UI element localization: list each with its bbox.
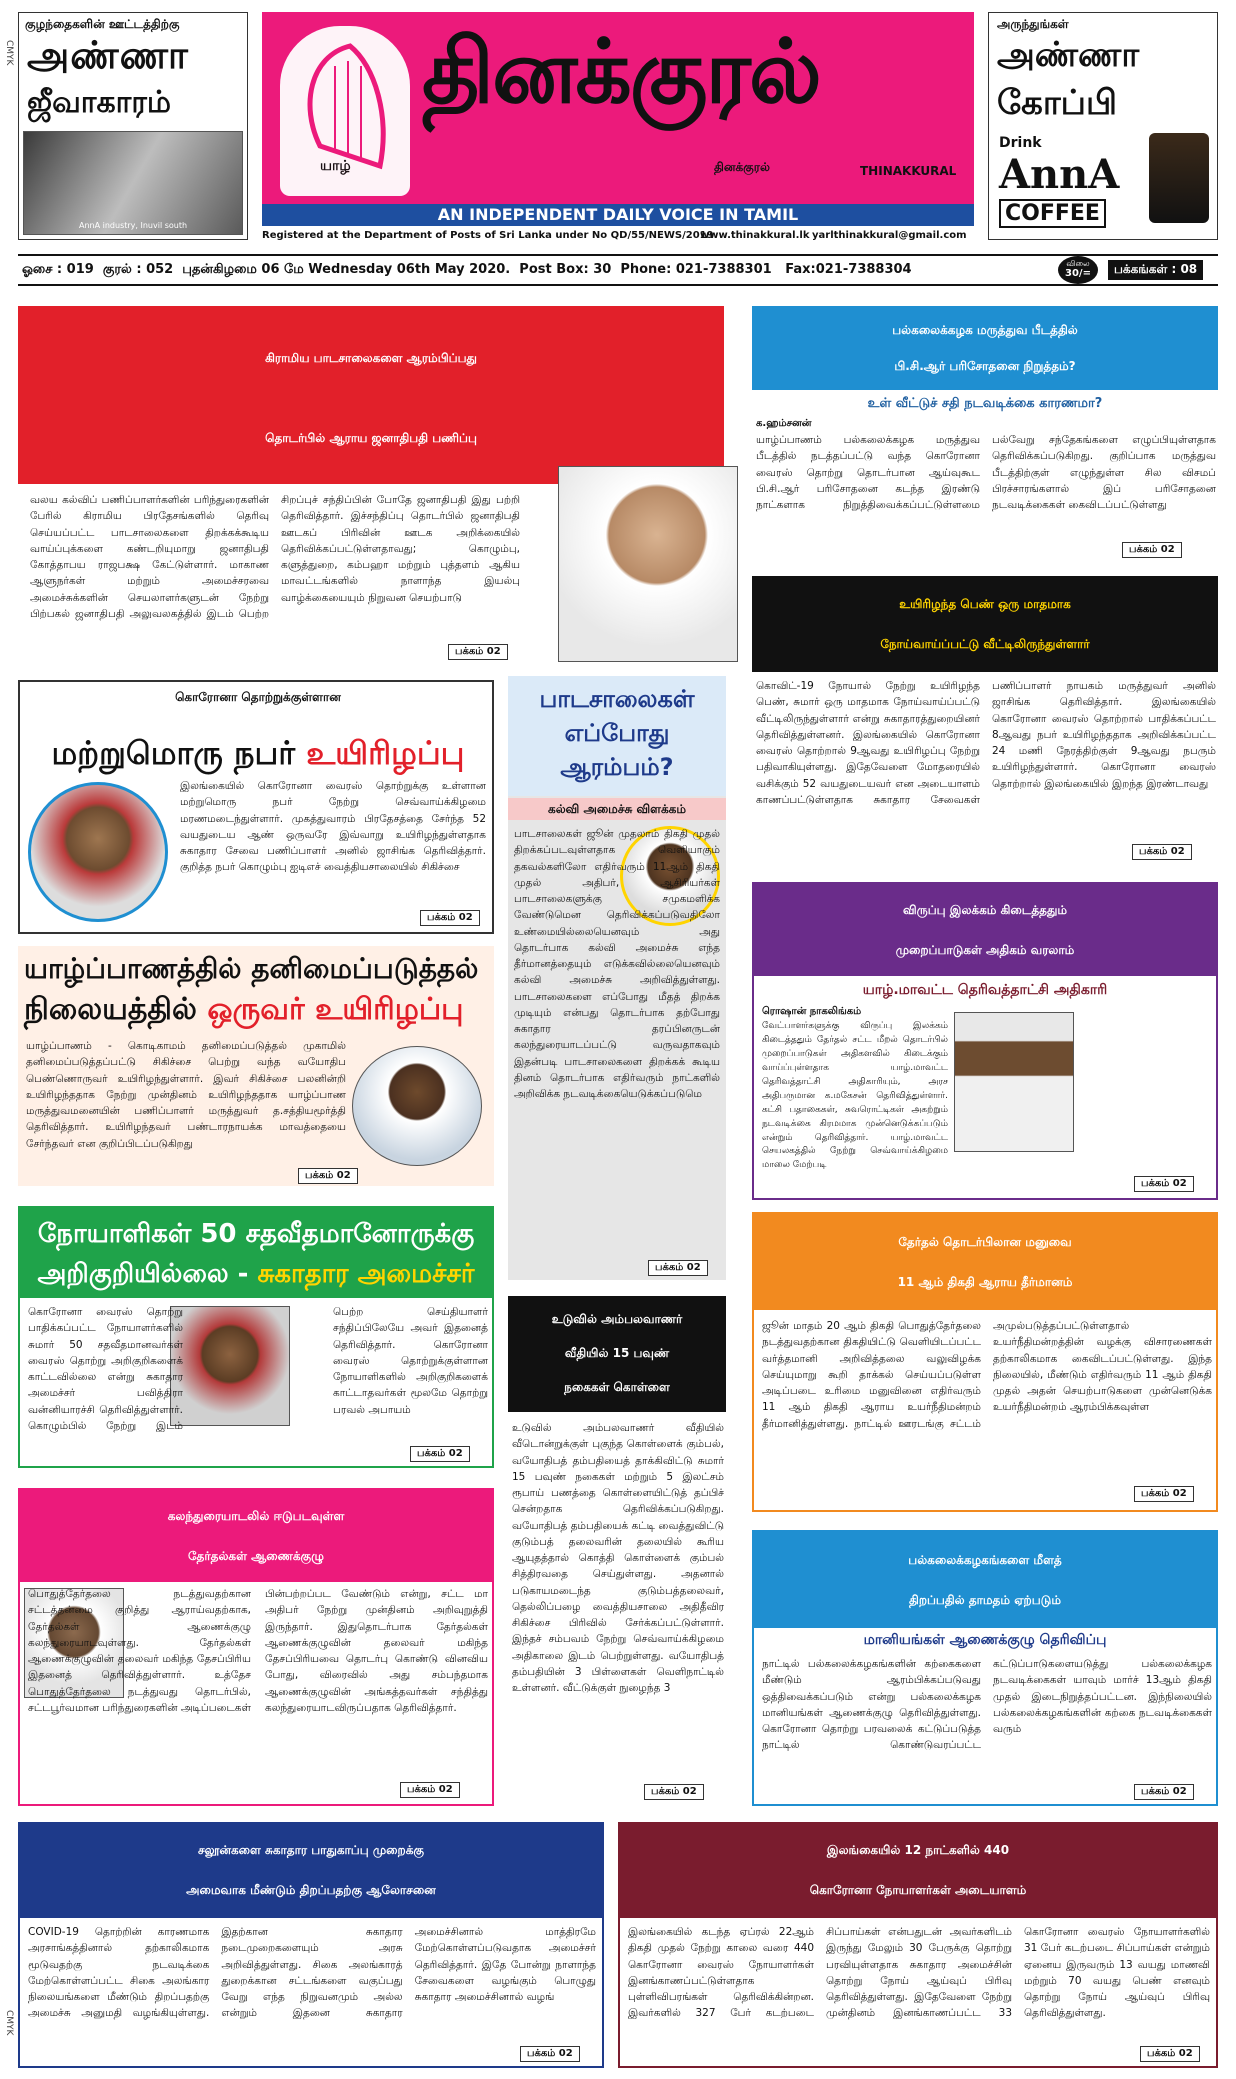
lead-article <box>18 306 738 662</box>
left-advertisement <box>18 12 248 240</box>
lead-headline-1: கிராமிய பாடசாலைகளை ஆரம்பிப்பது <box>265 351 477 365</box>
jewellery-more-link[interactable]: பக்கம் 02 <box>644 1784 704 1800</box>
cmyk-mark-bottom: CMYK <box>4 2010 14 2036</box>
pcr-headline-1: பல்கலைக்கழக மருத்துவ பீடத்தில் <box>892 323 1078 337</box>
official-photo <box>954 1012 1074 1152</box>
woman-headline-1: உயிரிழந்த பெண் ஒரு மாதமாக <box>899 597 1071 611</box>
mother-child-photo <box>23 131 243 235</box>
isolation-more-link[interactable]: பக்கம் 02 <box>298 1168 358 1184</box>
dateline-text: ஓசை : 019 குரல் : 052 புதன்கிழமை 06 மே Wednesday 06th May 2020. Post Box: 30 Phone: 021-7388301 Fax:021-7388304 <box>22 262 912 277</box>
coffee-jar-icon <box>1149 133 1209 223</box>
patients440-headline-1: இலங்கையில் 12 நாட்களில் 440 <box>826 1843 1010 1857</box>
right-ad-title1: அண்ணா <box>997 35 1140 75</box>
jewellery-headline-3: நகைகள் கொள்ளை <box>564 1380 670 1394</box>
isolation-headline-1: யாழ்ப்பாணத்தில் தனிமைப்படுத்தல் <box>24 952 479 985</box>
masthead-banner <box>262 12 974 204</box>
universities-headline-2: திறப்பதில் தாமதம் ஏற்படும் <box>908 1593 1062 1607</box>
price-value: 30/= <box>1065 268 1091 279</box>
commission-headline-2: தேர்தல்கள் ஆணைக்குழு <box>188 1549 324 1563</box>
commission-article <box>18 1488 494 1806</box>
left-ad-title2: ஜீவாகாரம் <box>27 85 171 120</box>
newspaper-title-small: தினக்குரல் <box>714 160 770 174</box>
isolation-body: யாழ்ப்பாணம் - கொடிகாமம் தனிமைப்படுத்தல் முகாமில் தனிமைப்படுத்தப்பட்டு சிகிச்சை பெற்று வந்த வயோதிப பெண்ணொருவர் உயிரிழந்துள்ளார். இவர் சிகிச்சை பலனின்றி உயிரிழந்ததாக நேற்று முன்தினம் உயிரிழந்ததாக யாழ்ப்பாண மருத்துவமனையின் பணிப்பாளர் மருத்துவர் த.சத்தியமூர்த்தி தெரிவித்தார். உயிரிழந்தவர் பண்டாரநாயக்க மாவத்தையை சேர்ந்தவர் என குறிப்பிடப்படுகிறது <box>26 1040 346 1150</box>
email: yarlthinakkural@gmail.com <box>812 230 967 241</box>
woman-more-link[interactable]: பக்கம் 02 <box>1132 844 1192 860</box>
universities-article <box>752 1530 1218 1806</box>
wishlist-more-link[interactable]: பக்கம் 02 <box>1134 1176 1194 1192</box>
salons-more-link[interactable]: பக்கம் 02 <box>520 2046 580 2062</box>
dateline-bar <box>18 254 1218 286</box>
jewellery-article <box>508 1296 726 1806</box>
woman-headline-2: நோய்வாய்ப்பட்டு வீட்டிலிருந்துள்ளார் <box>880 637 1090 651</box>
isolation-article <box>18 946 494 1186</box>
election-petition-more-link[interactable]: பக்கம் 02 <box>1134 1486 1194 1502</box>
jewellery-headline-2: வீதியில் 15 பவுண் <box>564 1346 670 1360</box>
registration: Registered at the Department of Posts of Sri Lanka under No QD/55/NEWS/2019 <box>262 230 714 241</box>
corona-death-headline-2b: உயிரிழப்பு <box>306 734 465 772</box>
right-ad-title2: கோப்பி <box>997 83 1117 123</box>
commission-headline-1: கலந்துரையாடலில் ஈடுபடவுள்ள <box>167 1509 345 1523</box>
doctor-photo <box>28 782 168 922</box>
corona-death-headline-2a: மற்றுமொரு நபர் <box>51 734 307 772</box>
universities-more-link[interactable]: பக்கம் 02 <box>1134 1784 1194 1800</box>
salons-headline-1: சலூன்களை சுகாதார பாதுகாப்பு முறைக்கு <box>198 1843 424 1857</box>
schools-headline-1: பாடசாலைகள் <box>539 685 695 713</box>
corona-death-body: இலங்கையில் கொரோனா வைரஸ் தொற்றுக்கு உள்ளான மற்றுமொரு நபர் நேற்று செவ்வாய்க்கிழமை மரணமடைந்துள்ளார். முகத்துவாரம் பிரதேசத்தை சேர்ந்த 52 வயதுடைய ஆண் ஒருவரே இவ்வாறு உயிரிழந்துள்ளதாக சுகாதார சேவை பணிப்பாளர் அனில் ஜாசிங்க தெரிவித்தார். குறித்த நபர் கொழும்பு ஐடிஎச் வைத்தியசாலையில் சிகிச்சை <box>180 780 486 874</box>
patients50-headline-1: நோயாளிகள் 50 சதவீதமானோருக்கு <box>37 1219 475 1249</box>
election-petition-article <box>752 1212 1218 1512</box>
pcr-headline-2: பி.சி.ஆர் பரிசோதனை நிறுத்தம்? <box>894 359 1076 373</box>
salons-article <box>18 1822 604 2068</box>
lead-more-link[interactable]: பக்கம் 02 <box>448 644 508 660</box>
commission-body: பொதுத்தேர்தலை நடத்துவதற்கான சட்டத்தன்மை குறித்து ஆராய்வதற்காக, தேர்தல்கள் ஆணைக்குழு கலந்துரையாடவுள்ளது. தேர்தல்கள் ஆணைக்குழுவின் தலைவர் மகிந்த தேசப்பிரிய இதனைத் தெரிவித்துள்ளார். உத்தேச பொதுத்தேர்தலை நடத்துவது தொடர்பில், சட்டபூர்வமான பரிந்துரைகளின் அடிப்படைகள் பின்பற்றப்பட வேண்டும் என்று, சட்ட மா அதிபர் நேற்று முன்தினம் அறிவுறுத்தி இருந்தார். இதுதொடர்பாக தேர்தல்கள் ஆணைக்குழுவின் தலைவர் மகிந்த தேசப்பிரியவை தொடர்பு கொண்டு வினவிய போது, விரைவில் அது சம்பந்தமாக ஆணைக்குழுவின் அங்கத்தவர்கள் சந்தித்து கலந்துரையாடவிருப்பதாக தெரிவித்தார். <box>28 1588 488 1714</box>
patients50-article <box>18 1206 494 1468</box>
right-ad-brand: AnnA <box>999 151 1120 198</box>
universities-headline-1: பல்கலைக்கழகங்களை மீளத் <box>908 1553 1062 1567</box>
website: www.thinakkural.lk <box>700 230 810 241</box>
newspaper-title: தினக்குரல் <box>422 20 820 123</box>
patients50-headline-2b: சுகாதார அமைச்சர் <box>257 1259 475 1289</box>
wishlist-headline-2: முறைப்பாடுகள் அதிகம் வரலாம் <box>895 943 1075 957</box>
left-ad-tagline: குழந்தைகளின் ஊட்டத்திற்கு <box>25 17 180 31</box>
english-name: THINAKKURAL <box>860 164 957 178</box>
patients440-body: இலங்கையில் கடந்த ஏப்ரல் 22ஆம் திகதி முதல் நேற்று காலை வரை 440 கொரோனா வைரஸ் நோயாளர்கள் இனங்காணப்பட்டுள்ளதாக புள்ளிவிபரங்கள் தெரிவிக்கின்றன. இவர்களில் 327 பேர் கடற்படை சிப்பாய்கள் என்பதுடன் அவர்களிடம் இருந்து மேலும் 30 பேருக்கு தொற்று பரவியுள்ளதாக சுகாதார அமைச்சின் தொற்று நோய் ஆய்வுப் பிரிவு தெரிவித்துள்ளது. இதேவேளை நேற்று முன்தினம் இனங்காணப்பட்ட 33 கொரோனா வைரஸ் நோயாளர்களில் 31 பேர் கடற்படை சிப்பாய்கள் என்றும் ஏனைய இருவரும் 13 வயது மாணவி மற்றும் 70 வயது பெண் எனவும் தொற்று நோய் ஆய்வுப் பிரிவு தெரிவித்துள்ளது. <box>628 1926 1210 2020</box>
schools-headline-3: ஆரம்பம்? <box>560 753 674 781</box>
left-ad-title1: அண்ணா <box>27 33 189 77</box>
price-badge <box>1058 256 1098 284</box>
pcr-body: யாழ்ப்பாணம் பல்கலைக்கழக மருத்துவ பீடத்தில் நடத்தப்பட்டு வந்த கொரோனா வைரஸ் தொற்று தொடர்பான ஆய்வுகூட பி.சி.ஆர் பரிசோதனை கடந்த இரண்டு நாட்களாக நிறுத்திவைக்கப்பட்டுள்ளமை பல்வேறு சந்தேகங்களை எழுப்பியுள்ளதாக தெரிவிக்கப்படுகிறது. குறிப்பாக மருத்துவ பீடத்திற்குள் எழுந்துள்ள சில விசமப் பிரச்சாரங்களால் இப் பரிசோதனை நடவடிக்கைகள் கைவிடப்பட்டுள்ளது <box>756 434 1216 512</box>
right-ad-coffee: COFFEE <box>999 199 1106 228</box>
patients50-headline-2a: அறிகுறியில்லை - <box>37 1259 258 1289</box>
election-petition-body: ஜூன் மாதம் 20 ஆம் திகதி பொதுத்தேர்தலை நடத்துவதற்கான திகதியிட்டு வெளியிடப்பட்ட வர்த்தமானி அறிவித்தலை வலுவிழக்க செய்யுமாறு கூறி தாக்கல் செய்யப்படுள்ள அடிப்படை உரிமை மனுவினை எதிர்வரும் 11 ஆம் திகதி ஆராய உயர்நீதிமன்றம் தீர்மானித்துள்ளது. நாட்டில் ஊரடங்கு சட்டம் அமுல்படுத்தப்பட்டுள்ளதால் உயர்நீதிமன்றத்தின் வழக்கு விசாரணைகள் தற்காலிகமாக கைவிடப்பட்டுள்ளது. இந்த நிலையில், மீண்டும் எதிர்வரும் 11 ஆம் திகதி முதல் அதன் செயற்பாடுகளை முன்னெடுக்க உயர்நீதிமன்றம் ஆரம்பிக்கவுள்ள <box>762 1320 1212 1430</box>
harp-logo <box>280 26 410 196</box>
jewellery-body: உடுவில் அம்பலவாணர் வீதியில் வீடொன்றுக்குள் புகுந்த கொள்ளைக் கும்பல், வயோதிபத் தம்பதியைத் தாக்கிவிட்டு சுமார் 15 பவுண் நகைகள் மற்றும் 5 இலட்சம் ரூபாய் பணத்தை கொள்ளையிட்டுத் தப்பிச் சென்றதாக தெரிவிக்கப்படுகிறது. வயோதிபத் தம்பதியைக் கட்டி வைத்துவிட்டு குடும்பத் தலைவரின் தலையில் கூரிய ஆயுதத்தால் கொத்தி கொள்ளைக் கும்பல் சித்திரவதை செய்துள்ளது. அதனால் படுகாயமடைந்த குடும்பத்தலைவர், தெல்லிப்பழை வைத்தியசாலை அதிதீவிர சிகிச்சை பிரிவில் சேர்க்கப்பட்டுள்ளார். இந்தச் சம்பவம் நேற்று செவ்வாய்க்கிழமை அதிகாலை இடம் பெற்றுள்ளது. வயோதிபத் தம்பதியின் 3 பிள்ளைகள் வெளிநாட்டில் உள்ளனர். வீட்டுக்குள் நுழைந்த 3 <box>512 1422 724 1695</box>
salons-body: COVID-19 தொற்றின் காரணமாக அரசாங்கத்தினால் தற்காலிகமாக மூடுவதற்கு நடவடிக்கை மேற்கொள்ளப்பட்ட சிகை அலங்கார நிலையங்களை மீண்டும் திறப்பதற்கு அமைச்சு அனுமதி வழங்கியுள்ளது. இதற்கான சுகாதார நடைமுறைகளையும் அரசு அறிவித்துள்ளது. சிகை அலங்காரத் துறைக்கான சட்டங்களை வகுப்பது வேறு எந்த நிறுவனமும் அல்ல என்றும் இதனை சுகாதார அமைச்சினால் மாத்திரமே மேற்கொள்ளப்படுவதாக அமைச்சர் தெரிவித்தார். இதே போன்று நாளாந்த சேவைகளை வழங்கும் பொழுது சுகாதார அமைச்சினால் வழங் <box>28 1926 596 2020</box>
woman-body: கொவிட்-19 நோயால் நேற்று உயிரிழந்த பெண், சுமார் ஒரு மாதமாக நோய்வாய்ப்பட்டு வீட்டிலிருந்துள்ளார் என்று சுகாதாரத்துறையினர் தெரிவித்துள்ளனர். இலங்கையில் கொரோனா வைரஸ் தொற்றால் 9ஆவது உயிரிழப்பு நேற்று பதிவாகியுள்ளது. இதேவேளை மோதரையில் வசிக்கும் 52 வயதுடையவர் என அடையாளம் காணப்பட்டுள்ளதாக சுகாதார சேவைகள் பணிப்பாளர் நாயகம் மருத்துவர் அனில் ஜாசிங்க தெரிவித்தார். இலங்கையில் கொரோனா வைரஸ் தொற்றால் பாதிக்கப்பட்ட 8ஆவது நபர் உயிரிழந்ததாக அறிவிக்கப்பட்ட 24 மணி நேரத்திற்குள் 9ஆவது நபரும் உயிரிழந்துள்ளார். கொரோனா வைரஸ் தொற்றால் இலங்கையில் இறந்த இரண்டாவது <box>756 680 1216 806</box>
pcr-byline: க.ஹம்சனன் <box>756 418 812 429</box>
corona-death-headline-1: கொரோனா தொற்றுக்குள்ளான <box>175 690 341 704</box>
right-ad-tagline: அருந்துங்கள் <box>997 17 1069 31</box>
salons-headline-2: அமைவாக மீண்டும் திறப்பதற்கு ஆலோசனை <box>186 1883 436 1897</box>
patients440-article <box>618 1822 1218 2068</box>
jewellery-headline-1: உடுவில் அம்பலவாணர் <box>551 1312 683 1326</box>
yarl-label: யாழ் <box>320 158 351 174</box>
election-petition-headline-1: தேர்தல் தொடர்பிலான மனுவை <box>898 1235 1072 1249</box>
schools-more-link[interactable]: பக்கம் 02 <box>648 1260 708 1276</box>
woman-article <box>752 576 1218 866</box>
pcr-subhead: உள் வீட்டுச் சதி நடவடிக்கை காரணமா? <box>867 396 1103 411</box>
corona-death-article <box>18 680 494 934</box>
president-photo <box>558 466 738 662</box>
wishlist-headline-1: விருப்பு இலக்கம் கிடைத்ததும் <box>902 903 1068 917</box>
pcr-article <box>752 306 1218 564</box>
schools-headline-2: எப்போது <box>564 719 670 747</box>
left-ad-brand: AnnA industry, Inuvil south <box>79 221 188 230</box>
election-petition-headline-2: 11 ஆம் திகதி ஆராய தீர்மானம் <box>897 1275 1073 1289</box>
pcr-more-link[interactable]: பக்கம் 02 <box>1122 542 1182 558</box>
isolation-headline-2a: நிலையத்தில் <box>24 992 208 1027</box>
wishlist-subhead: யாழ்.மாவட்ட தெரிவத்தாட்சி அதிகாரி <box>862 982 1108 998</box>
hospital-director-photo <box>352 1046 482 1166</box>
patients440-headline-2: கொரோனா நோயாளர்கள் அடையாளம் <box>809 1883 1027 1897</box>
cmyk-mark-top: CMYK <box>4 40 14 66</box>
patients50-more-link[interactable]: பக்கம் 02 <box>410 1446 470 1462</box>
patients50-body: கொரோனா வைரஸ் தொற்று பாதிக்கப்பட்ட நோயாளர்களில் சுமார் 50 சதவீதமானவர்கள் வைரஸ் தொற்று அறிகுறிகளைக் காட்டவில்லை என்று சுகாதார அமைச்சர் பவித்திரா வன்னியாரச்சி தெரிவித்துள்ளார். கொழும்பில் நேற்று இடம் பெற்ற செய்தியாளர் சந்திப்பிலேயே அவர் இதனைத் தெரிவித்தார். கொரோனா வைரஸ் தொற்றுக்குள்ளான நோயாளிகளில் அறிகுறிகளைக் காட்டாதவர்கள் மூலமே தொற்று பரவல் அபாயம் <box>28 1306 488 1432</box>
corona-death-more-link[interactable]: பக்கம் 02 <box>420 910 480 926</box>
lead-body: வலய கல்விப் பணிப்பாளர்களின் பரிந்துரைகளின் பேரில் கிராமிய பிரதேசங்களில் தெரிவு செய்யப்பட்ட பாடசாலைகளை திறக்கக்கூடிய வாய்ப்புக்களை கண்டறியுமாறு ஜனாதிபதி கோத்தாபய ராஜபக்ஷ கேட்டுள்ளார். மாகாண ஆளுநர்கள் மற்றும் அமைச்சரவை அமைச்சுக்களின் செயலாளர்களுடன் நேற்று பிற்பகல் ஜனாதிபதி அலுவலகத்தில் இடம் பெற்ற சிறப்புச் சந்திப்பின் போதே ஜனாதிபதி இது பற்றி தெரிவித்தார். இச்சந்திப்பு தொடர்பில் ஜனாதிபதி ஊடகப் பிரிவின் ஊடக அறிக்கையில் தெரிவிக்கப்பட்டுள்ளதாவது; கொழும்பு, களுத்துறை, கம்பஹா மற்றும் புத்தளம் ஆகிய மாவட்டங்களில் நாளாந்த இயல்பு வாழ்க்கையையும் நிறுவன செயற்பாடு <box>30 494 520 620</box>
schools-subhead: கல்வி அமைச்சு விளக்கம் <box>508 798 726 820</box>
lead-headline-2: தொடர்பில் ஆராய ஜனாதிபதி பணிப்பு <box>265 431 477 445</box>
patients440-more-link[interactable]: பக்கம் 02 <box>1140 2046 1200 2062</box>
wishlist-byline: ரொஷான் நாகலிங்கம் <box>762 1006 862 1017</box>
wishlist-article <box>752 882 1218 1200</box>
universities-subhead: மானியங்கள் ஆணைக்குழு தெரிவிப்பு <box>863 1632 1107 1648</box>
wishlist-body: வேட்பாளர்களுக்கு விருப்பு இலக்கம் கிடைத்ததும் தேர்தல் சட்ட மீறல் தொடர்பில் முறைப்பாடுகள் அதிகளவில் கிடைக்கும் வாய்ப்புள்ளதாக யாழ்.மாவட்ட தெரிவத்தாட்சி அதிகாரியும், அரச அதிபருமான க.மகேசன் தெரிவித்துள்ளார். கட்சி பதாகைகள், சுவரொட்டிகள் அகற்றும் நடவடிக்கை கிரமமாக முன்னெடுக்கப்படும் என்றும் தெரிவித்தார். யாழ்.மாவட்ட செயலகத்தில் நேற்று செவ்வாய்க்கிழமை மாலை மேற்படி <box>762 1021 948 1171</box>
schools-article <box>508 676 726 1280</box>
universities-body: நாட்டில் பல்கலைக்கழகங்களின் கற்கைகளை மீண்டும் ஆரம்பிக்கப்படுவது ஒத்திவைக்கப்படும் என்று பல்கலைக்கழக மானியங்கள் ஆணைக்குழு தெரிவித்துள்ளது. கொரோனா தொற்று பரவலைக் கட்டுப்படுத்த நாட்டில் கொண்டுவரப்பட்ட கட்டுப்பாடுகளையடுத்து பல்கலைக்கழக நடவடிக்கைகள் யாவும் மார்ச் 13ஆம் திகதி முதல் இடைநிறுத்தப்பட்டன. இந்நிலையில் பல்கலைக்கழகங்களின் கற்கை நடவடிக்கைகள் வரும் <box>762 1658 1212 1752</box>
pages-count: பக்கங்கள் : 08 <box>1108 260 1203 280</box>
right-ad-drink: Drink <box>999 135 1042 151</box>
slogan: AN INDEPENDENT DAILY VOICE IN TAMIL <box>262 204 974 226</box>
price-label: விலை <box>1066 259 1090 268</box>
schools-body: பாடசாலைகள் ஜூன் முதலாம் திகதி முதல் திறக்கப்படவுள்ளதாக வெளியாகும் தகவல்களிலோ எதிர்வரும் 11ஆம் திகதி முதல் அதிபர், ஆசிரியர்கள் பாடசாலைகளுக்கு சமுகமளிக்க வேண்டுமென தெரிவிக்கப்படுவதிலோ உண்மையில்லையெனவும் அது தொடர்பாக கல்வி அமைச்சு எந்த தீர்மானத்தையும் எடுக்கவில்லையெனவும் கல்வி அமைச்சு அறிவித்துள்ளது. பாடசாலைகளை எப்போது மீதத் திறக்க முடியும் என்பது தொடர்பாக தற்போது சுகாதார தரப்பினருடன் கலந்துரையாடப்பட்டு வருவதாகவும் இதன்படி பாடசாலைகளை திறக்கக் கூடிய தினம் தொடர்பாக எதிர்வரும் நாட்களில் அறிவிக்க நடவடிக்கையெடுக்கப்படுமெ <box>514 828 720 1101</box>
right-advertisement <box>988 12 1218 240</box>
commission-more-link[interactable]: பக்கம் 02 <box>400 1782 460 1798</box>
isolation-headline-2b: ஒருவர் உயிரிழப்பு <box>207 992 464 1027</box>
